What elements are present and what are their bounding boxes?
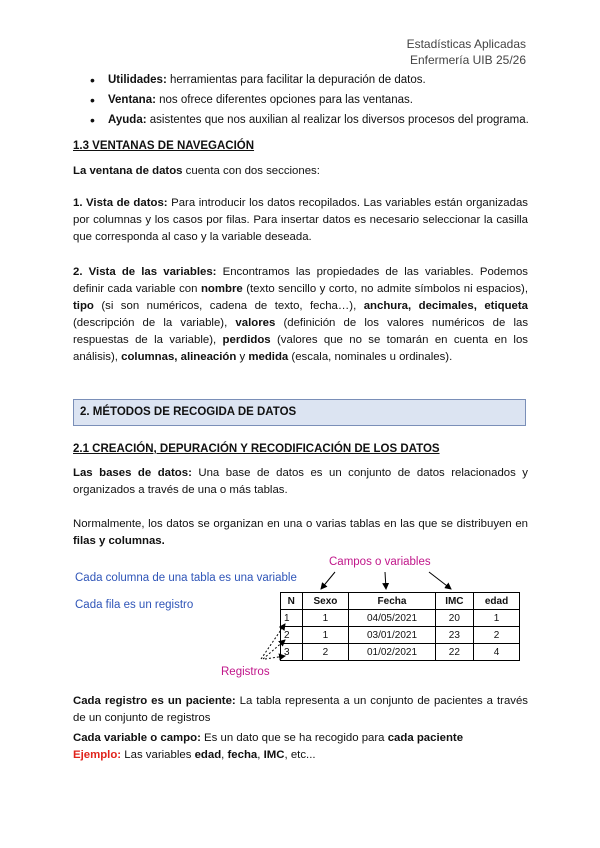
variable-campo-line: Cada variable o campo: Es un dato que se ha recogido para cada paciente bbox=[73, 732, 464, 744]
column-header: N bbox=[281, 593, 303, 610]
ventana-intro: La ventana de datos cuenta con dos secciones: bbox=[73, 165, 320, 177]
header-course: Estadísticas Aplicadas bbox=[406, 37, 526, 51]
table-cell: 2 bbox=[474, 627, 520, 644]
registros-label: Registros bbox=[221, 666, 270, 678]
section-title-1-3: 1.3 VENTANAS DE NAVEGACIÓN bbox=[73, 140, 255, 152]
table-cell: 22 bbox=[435, 644, 473, 661]
table-cell: 3 bbox=[281, 644, 303, 661]
table-cell: 2 bbox=[302, 644, 349, 661]
columna-variable-note: Cada columna de una tabla es una variable bbox=[75, 572, 297, 584]
registro-paciente-paragraph: Cada registro es un paciente: La tabla representa a un conjunto de pacientes a través de un conjunto de registros bbox=[73, 695, 528, 724]
table-diagram bbox=[73, 556, 528, 686]
ejemplo-line: Ejemplo: Las variables edad, fecha, IMC, etc... bbox=[73, 749, 316, 761]
column-header: Sexo bbox=[302, 593, 349, 610]
filas-columnas-paragraph: Normalmente, los datos se organizan en una o varias tablas en las que se distribuyen en filas y columnas. bbox=[73, 518, 528, 547]
bullet-ventana: • Ventana: nos ofrece diferentes opciones para las ventanas. bbox=[86, 90, 529, 110]
bullet-ayuda: • Ayuda: asistentes que nos auxilian al realizar los diversos procesos del programa. bbox=[86, 110, 529, 130]
column-header: Fecha bbox=[349, 593, 435, 610]
bases-datos-paragraph: Las bases de datos: Una base de datos es un conjunto de datos relacionados y organizados a través de una o más tablas. bbox=[73, 467, 528, 496]
table-cell: 4 bbox=[474, 644, 520, 661]
header-program: Enfermería UIB 25/26 bbox=[409, 53, 526, 67]
section-title-2-1: 2.1 CREACIÓN, DEPURACIÓN Y RECODIFICACIÓN DE LOS DATOS bbox=[73, 443, 440, 455]
campos-arrows bbox=[321, 572, 451, 589]
menu-bullet-list bbox=[86, 70, 529, 130]
table-cell: 04/05/2021 bbox=[349, 610, 435, 627]
campos-label: Campos o variables bbox=[329, 556, 431, 568]
section-title-2: 2. MÉTODOS DE RECOGIDA DE DATOS bbox=[80, 406, 297, 418]
vista-datos-paragraph: 1. Vista de datos: Para introducir los datos recopilados. Las variables están organizadas por columnas y los casos por filas. Para insertar datos es necesario seleccionar la casilla que corresponda al caso y la variable deseada. bbox=[73, 197, 529, 243]
table-cell: 03/01/2021 bbox=[349, 627, 435, 644]
table-cell: 20 bbox=[435, 610, 473, 627]
table-cell: 01/02/2021 bbox=[349, 644, 435, 661]
table-row bbox=[281, 627, 520, 644]
fila-registro-note: Cada fila es un registro bbox=[75, 599, 194, 611]
vista-variables-paragraph: 2. Vista de las variables: Encontramos las propiedades de las variables. Podemos definir cada variable con nombre (texto sencillo y corto, no admite símbolos ni espacios), tipo (si son numéricos, cadena de texto, fecha…), anchura, decimales, etiqueta (descripción de la variable), valores (definición de los valores numéricos de las respuestas de la variable), perdidos (valores que no se tomarán en cuenta en los análisis), columnas, alineación y medida (escala, nominales u ordinales). bbox=[73, 266, 529, 363]
table-cell: 1 bbox=[302, 610, 349, 627]
ejemplo-label: Ejemplo: bbox=[73, 749, 122, 761]
table-row bbox=[281, 644, 520, 661]
table-header-row bbox=[281, 593, 520, 610]
column-header: IMC bbox=[435, 593, 473, 610]
column-header: edad bbox=[474, 593, 520, 610]
example-data-table bbox=[280, 592, 520, 661]
table-cell: 1 bbox=[302, 627, 349, 644]
page-header bbox=[407, 36, 526, 68]
table-cell: 1 bbox=[281, 610, 303, 627]
table-cell: 2 bbox=[281, 627, 303, 644]
table-cell: 23 bbox=[435, 627, 473, 644]
table-row bbox=[281, 610, 520, 627]
section-band-2 bbox=[73, 399, 526, 426]
bullet-utilidades: • Utilidades: herramientas para facilitar la depuración de datos. bbox=[86, 70, 529, 90]
table-cell: 1 bbox=[474, 610, 520, 627]
